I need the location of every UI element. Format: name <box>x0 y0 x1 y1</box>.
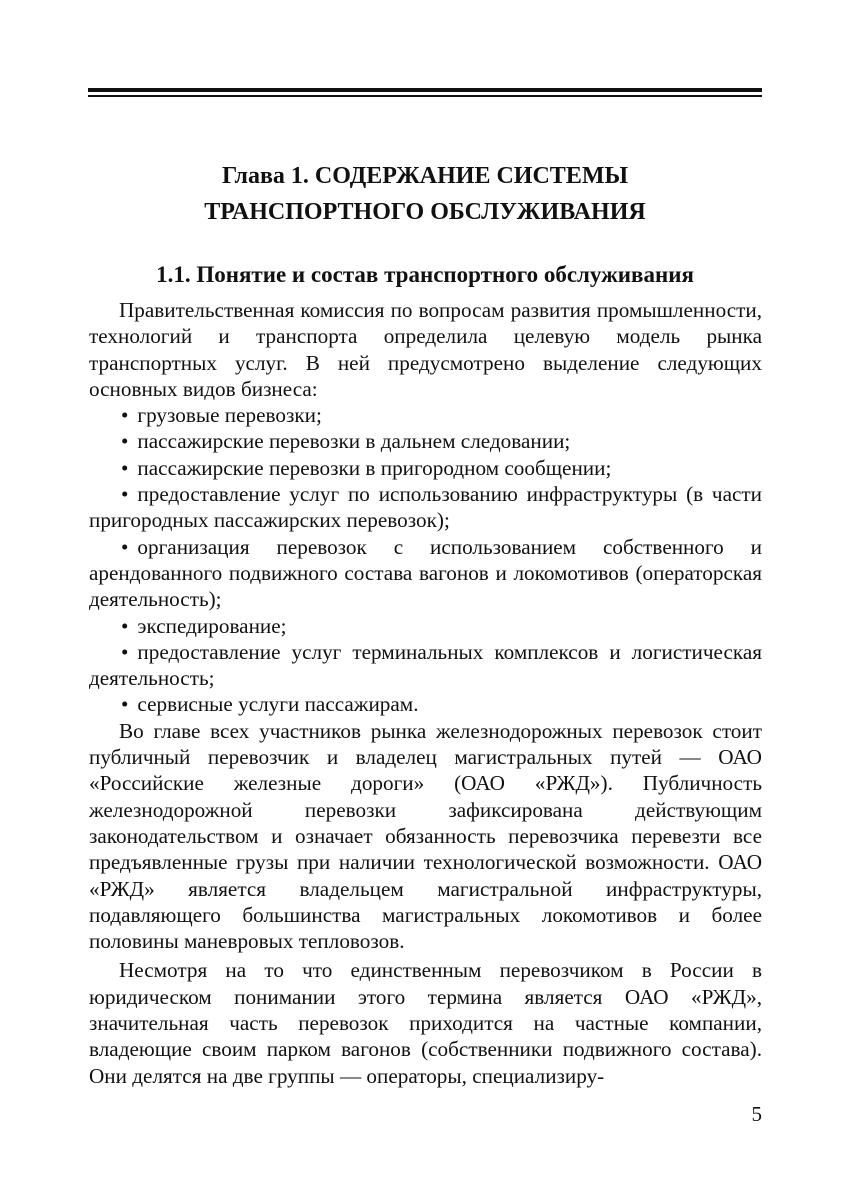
bullet-icon: • <box>121 692 129 717</box>
list-item <box>89 691 762 717</box>
list-item-text: грузовые перевозки; <box>137 403 322 428</box>
list-item <box>89 639 762 692</box>
body-paragraph: Несмотря на то что единственным перевозчиком в России в юридическом понимании этого термина является ОАО «РЖД», значительная часть перевозок приходится на частные компании, владеющие своим парком вагонов (собственники подвижного состава). Они делятся на две группы — операторы, специализиру- <box>89 958 762 1088</box>
body-paragraph: Во главе всех участников рынка железнодорожных перевозок стоит публичный перевозчик и владелец магистральных путей — ОАО «Российские железные дороги» (ОАО «РЖД»). Публичность железнодорожной перевозки зафиксирована действующим законодательством и означает обязанность перевозчика перевезти все предъявленные грузы при наличии технологической возможности. ОАО «РЖД» является владельцем магистральной инфраструктуры, подавляющего большинства магистральных локомотивов и более половины маневровых тепловозов. <box>89 718 762 954</box>
bullet-icon: • <box>121 534 129 559</box>
bullet-icon: • <box>121 429 129 454</box>
list-item-text: пассажирские перевозки в пригородном сообщении; <box>137 455 612 480</box>
list-item-text: организация перевозок с использованием собственного и арендованного подвижного состава вагонов и локомотивов (операторская деятельность); <box>89 534 762 612</box>
list-item-text: экспедирование; <box>137 613 287 638</box>
bullet-icon: • <box>121 455 129 480</box>
bullet-icon: • <box>121 403 129 428</box>
bullet-icon: • <box>121 613 129 638</box>
list-item-text: сервисные услуги пассажирам. <box>137 692 419 717</box>
list-item-text: предоставление услуг терминальных комплексов и логистическая деятельность; <box>89 639 762 691</box>
list-item <box>89 613 762 639</box>
bullet-icon: • <box>121 482 129 507</box>
bullet-icon: • <box>121 639 129 664</box>
list-item-text: предоставление услуг по использованию инфраструктуры (в части пригородных пассажирских перевозок); <box>89 482 762 533</box>
chapter-title <box>88 158 762 230</box>
chapter-title-line-1: Глава 1. СОДЕРЖАНИЕ СИСТЕМЫ <box>221 163 629 189</box>
list-item <box>89 534 762 613</box>
section-title: 1.1. Понятие и состав транспортного обслуживания <box>156 262 694 287</box>
chapter-title-line-2: ТРАНСПОРТНОГО ОБСЛУЖИВАНИЯ <box>204 199 646 225</box>
intro-paragraph: Правительственная комиссия по вопросам развития промышленности, технологий и транспорта определила целевую модель рынка транспортных услуг. В ней предусмотрено выделение следующих основных видов бизнеса: <box>89 298 762 401</box>
page-number: 5 <box>751 1102 762 1126</box>
list-item-text: пассажирские перевозки в дальнем следовании; <box>137 429 571 454</box>
list-item <box>89 428 762 454</box>
list-item <box>89 481 762 534</box>
list-item <box>89 455 762 481</box>
list-item <box>89 402 762 428</box>
header-rule-thin <box>88 95 762 97</box>
body-text <box>89 297 762 1089</box>
header-rule-thick <box>88 88 762 92</box>
